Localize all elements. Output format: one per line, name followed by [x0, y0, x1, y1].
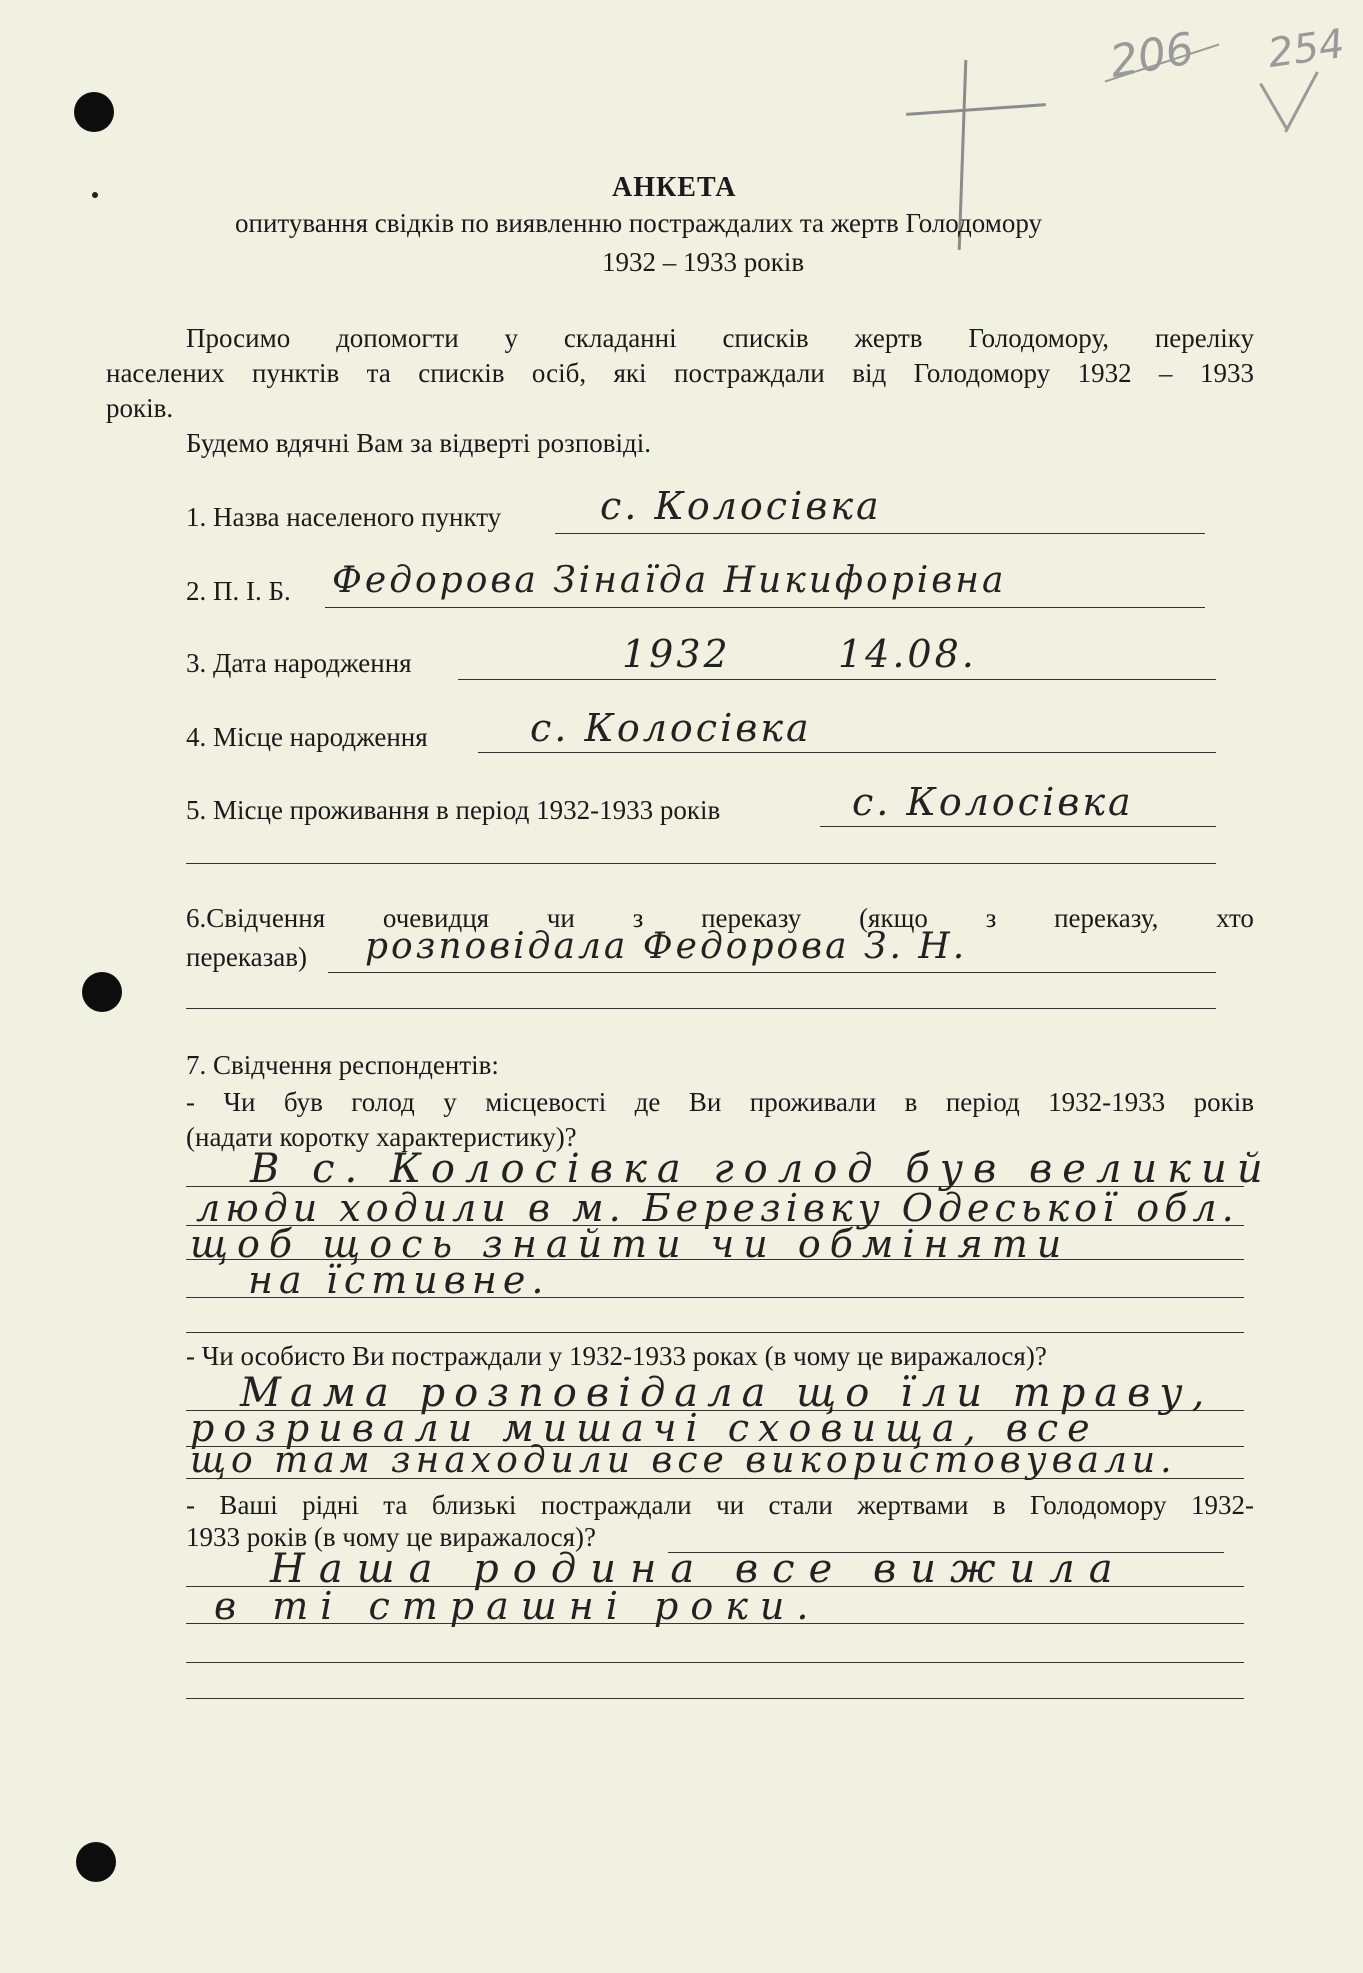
q7a-answer-line-1: В с. Колосівка голод був великий: [250, 1146, 1273, 1192]
punch-hole-top: [74, 92, 114, 132]
q4-answer: с. Колосівка: [530, 706, 812, 750]
q3-answer-year: 1932: [622, 632, 731, 676]
q6-word: хто: [1216, 903, 1254, 933]
q6-extra-line: [186, 1008, 1216, 1009]
q6-word: чи: [546, 903, 575, 933]
q5-extra-line: [186, 863, 1216, 864]
q7b-answer-line-2: розривали мишачі сховища, все: [190, 1406, 1099, 1450]
q6-label-cont: переказав): [186, 942, 307, 972]
q7c-answer-line-1: Наша родина все вижила: [270, 1546, 1127, 1592]
q2-answer: Федорова Зінаїда Никифорівна: [332, 560, 1007, 601]
q6-word: очевидця: [382, 903, 490, 933]
q6-word: (якщо: [859, 903, 928, 933]
q3-answer-line: [458, 679, 1216, 680]
intro-line-1: Просимо допомогти у складанні списків жертв Голодомору, переліку: [186, 323, 1254, 353]
q4-answer-line: [478, 752, 1216, 753]
q7a-answer-line-3: щоб щось знайти чи обміняти: [190, 1222, 1071, 1266]
q7a-line-2: (надати коротку характеристику)?: [186, 1122, 577, 1152]
q7b-line-1: - Чи особисто Ви постраждали у 1932-1933 роках (в чому це виражалося)?: [186, 1341, 1047, 1371]
q7c-line: [186, 1662, 1244, 1663]
q4-label: 4. Місце народження: [186, 722, 428, 752]
form-subtitle: опитування свідків по виявленню постраждалих та жертв Голодомору: [235, 208, 1042, 238]
q7c-answer-line-2: в ті страшні роки.: [214, 1584, 821, 1628]
intro-line-3: років.: [106, 393, 174, 423]
q7a-answer-line-2: люди ходили в м. Березівку Одеської обл.: [196, 1186, 1239, 1230]
form-title: АНКЕТА: [612, 172, 737, 203]
q7b-answer-line-3: що там знаходили все використовували.: [190, 1440, 1177, 1481]
q5-answer: с. Колосівка: [852, 780, 1134, 824]
punch-hole-bottom: [76, 1842, 116, 1882]
archive-number-struck: 206: [1106, 23, 1198, 88]
punch-hole-middle: [82, 972, 122, 1012]
q6-word: переказу,: [1054, 903, 1159, 933]
q2-answer-line: [325, 607, 1205, 608]
q6-answer: розповідала Федорова З. Н.: [365, 926, 968, 967]
q7a-answer-line-4: на їстивне.: [248, 1258, 550, 1302]
q7b-answer-line-1: Мама розповідала що їли траву,: [240, 1370, 1214, 1416]
q1-label: 1. Назва населеного пункту: [186, 502, 502, 532]
q5-answer-line: [820, 826, 1216, 827]
q7a-line: [186, 1332, 1244, 1333]
q6-answer-line: [328, 972, 1216, 973]
q5-label: 5. Місце проживання в період 1932-1933 років: [186, 795, 721, 825]
q7c-line-2: 1933 років (в чому це виражалося)?: [186, 1522, 597, 1552]
q7c-line-1: - Ваші рідні та близькі постраждали чи стали жертвами в Голодомору 1932-: [186, 1490, 1254, 1520]
intro-line-2: населених пунктів та списків осіб, які постраждали від Голодомору 1932 – 1933: [106, 358, 1254, 388]
q3-label: 3. Дата народження: [186, 648, 412, 678]
form-years: 1932 – 1933 років: [602, 247, 805, 277]
q7a-line-1: - Чи був голод у місцевості де Ви проживали в період 1932-1933 років: [186, 1087, 1254, 1117]
q6-word: 6.Свідчення: [186, 903, 326, 933]
section7-heading: 7. Свідчення респондентів:: [186, 1050, 499, 1080]
q6-word: з: [632, 903, 644, 933]
q7c-line: [186, 1698, 1244, 1699]
q2-label: 2. П. І. Б.: [186, 576, 291, 606]
q6-word: з: [985, 903, 997, 933]
q6-word: переказу: [701, 903, 802, 933]
q3-answer-date: 14.08.: [838, 632, 977, 676]
stray-dot: [92, 192, 98, 198]
q1-answer-line: [555, 533, 1205, 534]
archive-number: 254: [1265, 20, 1348, 78]
intro-thanks: Будемо вдячні Вам за відверті розповіді.: [186, 428, 652, 458]
q1-answer: с. Колосівка: [600, 484, 882, 528]
